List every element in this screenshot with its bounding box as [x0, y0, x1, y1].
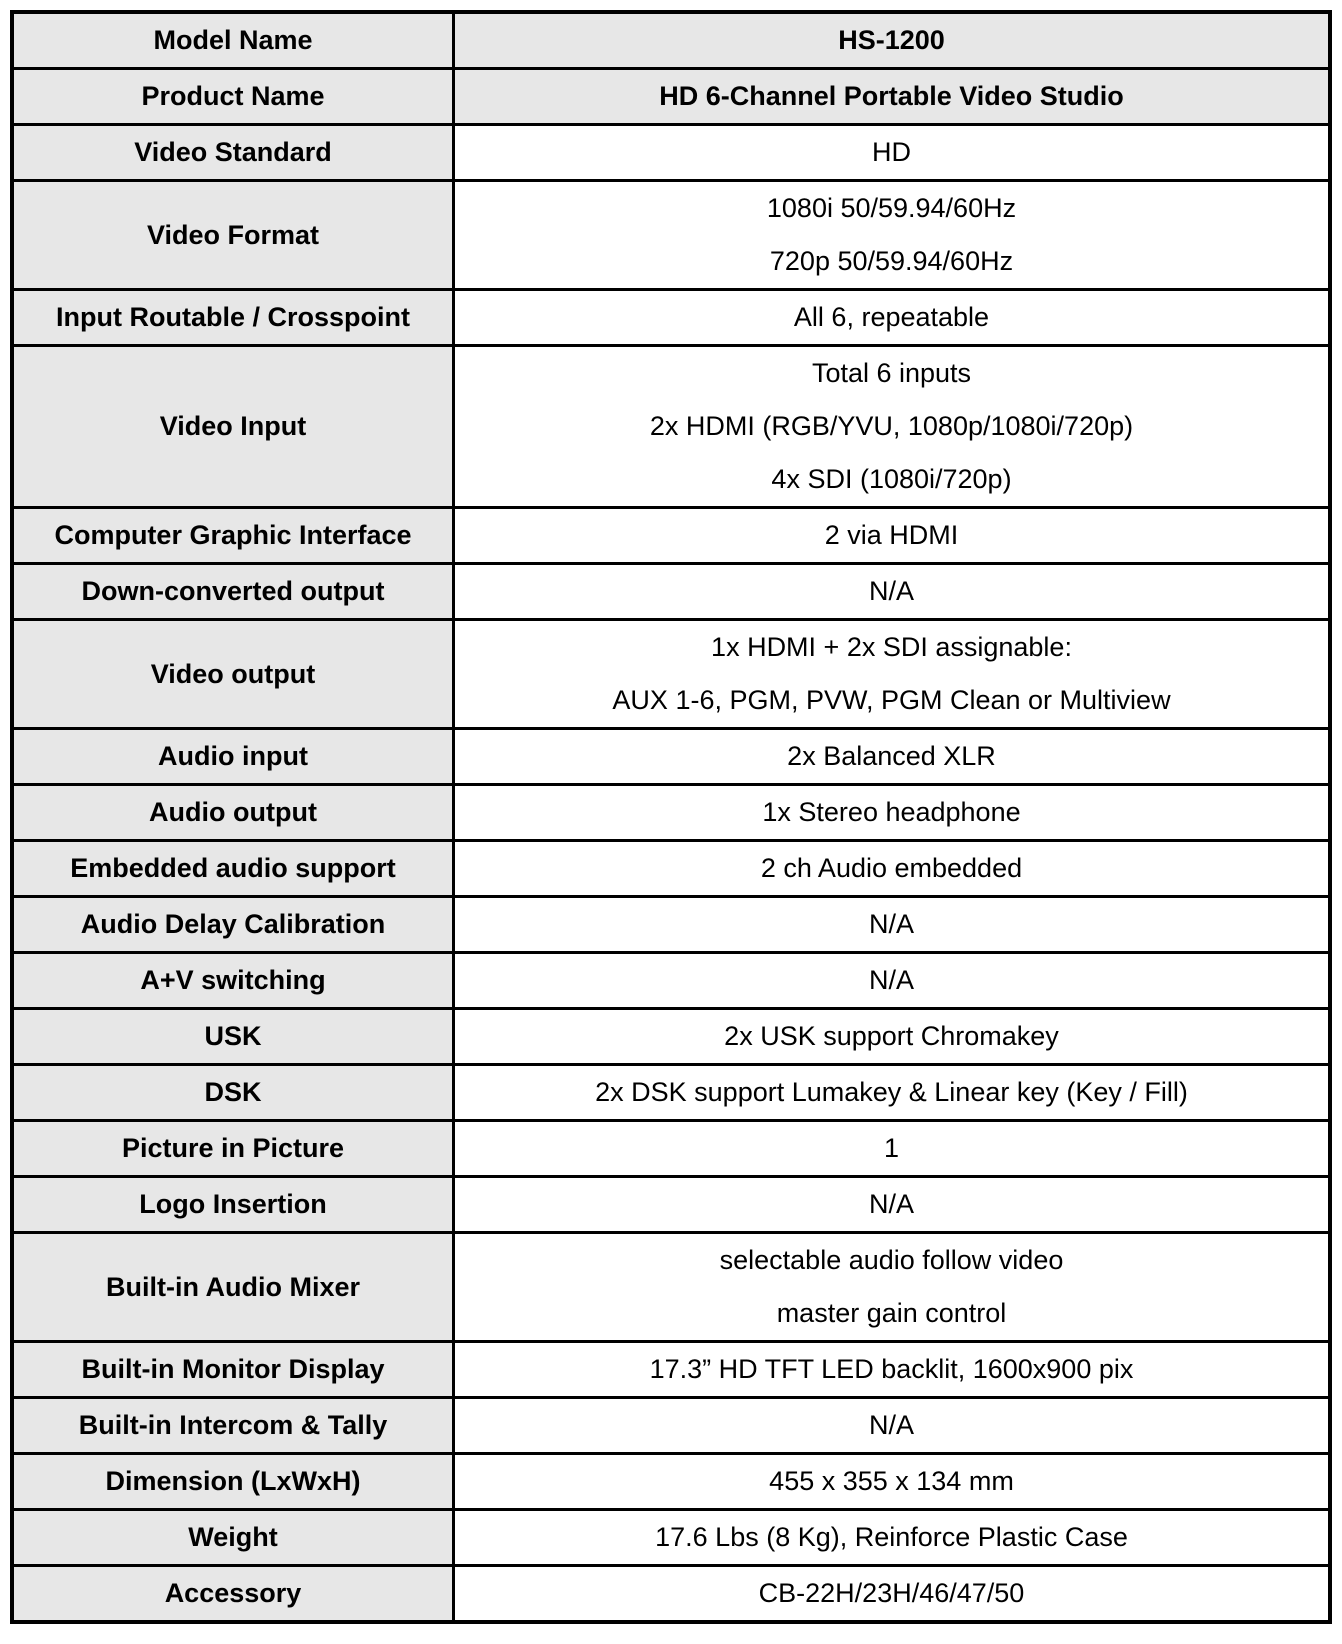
spec-value-line: N/A — [868, 909, 914, 939]
spec-value-line: 17.6 Lbs (8 Kg), Reinforce Plastic Case — [655, 1522, 1128, 1552]
table-row — [12, 69, 1330, 125]
spec-value — [454, 564, 1331, 620]
table-row — [12, 1009, 1330, 1065]
spec-value — [454, 729, 1331, 785]
spec-value — [454, 125, 1331, 181]
spec-value — [454, 1065, 1331, 1121]
table-row — [12, 1454, 1330, 1510]
spec-label: A+V switching — [12, 953, 454, 1009]
spec-value — [454, 69, 1331, 125]
spec-value-line: N/A — [868, 965, 914, 995]
spec-value-line: 1080i 50/59.94/60Hz — [766, 193, 1017, 223]
table-row — [12, 953, 1330, 1009]
spec-label: Built-in Audio Mixer — [12, 1233, 454, 1342]
table-row — [12, 564, 1330, 620]
spec-value-line: All 6, repeatable — [793, 302, 990, 332]
spec-value-line: 4x SDI (1080i/720p) — [771, 464, 1012, 494]
spec-value-line: 455 x 355 x 134 mm — [769, 1466, 1014, 1496]
spec-label: Video output — [12, 620, 454, 729]
spec-value — [454, 346, 1331, 508]
table-row — [12, 346, 1330, 508]
spec-value — [454, 1510, 1331, 1566]
spec-value — [454, 508, 1331, 564]
spec-value-line: selectable audio follow video — [719, 1245, 1064, 1275]
table-row — [12, 1398, 1330, 1454]
spec-label: Video Format — [12, 181, 454, 290]
spec-label: Built-in Monitor Display — [12, 1342, 454, 1398]
table-row — [12, 729, 1330, 785]
spec-label: USK — [12, 1009, 454, 1065]
table-row — [12, 508, 1330, 564]
spec-label: Picture in Picture — [12, 1121, 454, 1177]
spec-value — [454, 841, 1331, 897]
spec-label: Model Name — [12, 12, 454, 69]
spec-label: Embedded audio support — [12, 841, 454, 897]
spec-label: Built-in Intercom & Tally — [12, 1398, 454, 1454]
spec-value — [454, 12, 1331, 69]
table-row — [12, 181, 1330, 290]
table-row — [12, 1177, 1330, 1233]
spec-label: Audio Delay Calibration — [12, 897, 454, 953]
spec-value-line: 2x Balanced XLR — [787, 741, 996, 771]
spec-table — [10, 10, 1332, 1624]
spec-value-line: N/A — [868, 1189, 914, 1219]
spec-label: Down-converted output — [12, 564, 454, 620]
spec-value-line: Total 6 inputs — [811, 358, 972, 388]
table-row — [12, 1121, 1330, 1177]
spec-value-line: 2x HDMI (RGB/YVU, 1080p/1080i/720p) — [649, 411, 1134, 441]
spec-value — [454, 1566, 1331, 1623]
table-row — [12, 620, 1330, 729]
spec-label: DSK — [12, 1065, 454, 1121]
spec-table-body — [12, 12, 1330, 1622]
table-row — [12, 1233, 1330, 1342]
spec-label: Audio output — [12, 785, 454, 841]
spec-label: Video Input — [12, 346, 454, 508]
spec-value-line: 720p 50/59.94/60Hz — [769, 246, 1014, 276]
spec-value — [454, 953, 1331, 1009]
spec-value — [454, 1398, 1331, 1454]
table-row — [12, 125, 1330, 181]
spec-value — [454, 785, 1331, 841]
table-row — [12, 841, 1330, 897]
spec-value — [454, 1177, 1331, 1233]
spec-label: Product Name — [12, 69, 454, 125]
spec-value-line: AUX 1-6, PGM, PVW, PGM Clean or Multiview — [612, 685, 1171, 715]
spec-value-line: HS-1200 — [838, 25, 945, 55]
spec-value-line: 2 via HDMI — [824, 520, 959, 550]
spec-value — [454, 1009, 1331, 1065]
spec-value-line: 2x USK support Chromakey — [724, 1021, 1059, 1051]
spec-label: Logo Insertion — [12, 1177, 454, 1233]
spec-value — [454, 1342, 1331, 1398]
spec-value-line: master gain control — [776, 1298, 1007, 1328]
spec-label: Audio input — [12, 729, 454, 785]
spec-label: Accessory — [12, 1566, 454, 1623]
spec-value-line: 17.3” HD TFT LED backlit, 1600x900 pix — [649, 1354, 1134, 1384]
spec-value — [454, 181, 1331, 290]
table-row — [12, 1510, 1330, 1566]
spec-value — [454, 1233, 1331, 1342]
spec-value — [454, 897, 1331, 953]
table-row — [12, 1566, 1330, 1623]
spec-value-line: 2x DSK support Lumakey & Linear key (Key / Fill) — [595, 1077, 1188, 1107]
spec-label: Weight — [12, 1510, 454, 1566]
table-row — [12, 785, 1330, 841]
spec-value — [454, 1454, 1331, 1510]
spec-value — [454, 620, 1331, 729]
spec-label: Input Routable / Crosspoint — [12, 290, 454, 346]
spec-value-line: HD — [872, 137, 911, 167]
spec-label: Dimension (LxWxH) — [12, 1454, 454, 1510]
spec-value-line: N/A — [868, 576, 914, 606]
spec-label: Computer Graphic Interface — [12, 508, 454, 564]
table-row — [12, 1342, 1330, 1398]
spec-value-line: 1x HDMI + 2x SDI assignable: — [711, 632, 1072, 662]
spec-value-line: CB-22H/23H/46/47/50 — [758, 1578, 1025, 1608]
spec-label: Video Standard — [12, 125, 454, 181]
table-row — [12, 897, 1330, 953]
spec-value — [454, 290, 1331, 346]
spec-value-line: 1x Stereo headphone — [762, 797, 1021, 827]
table-row — [12, 1065, 1330, 1121]
table-row — [12, 12, 1330, 69]
spec-value — [454, 1121, 1331, 1177]
table-row — [12, 290, 1330, 346]
spec-value-line: 2 ch Audio embedded — [760, 853, 1023, 883]
spec-value-line: 1 — [883, 1133, 900, 1163]
spec-value-line: HD 6-Channel Portable Video Studio — [659, 81, 1124, 111]
spec-value-line: N/A — [868, 1410, 914, 1440]
